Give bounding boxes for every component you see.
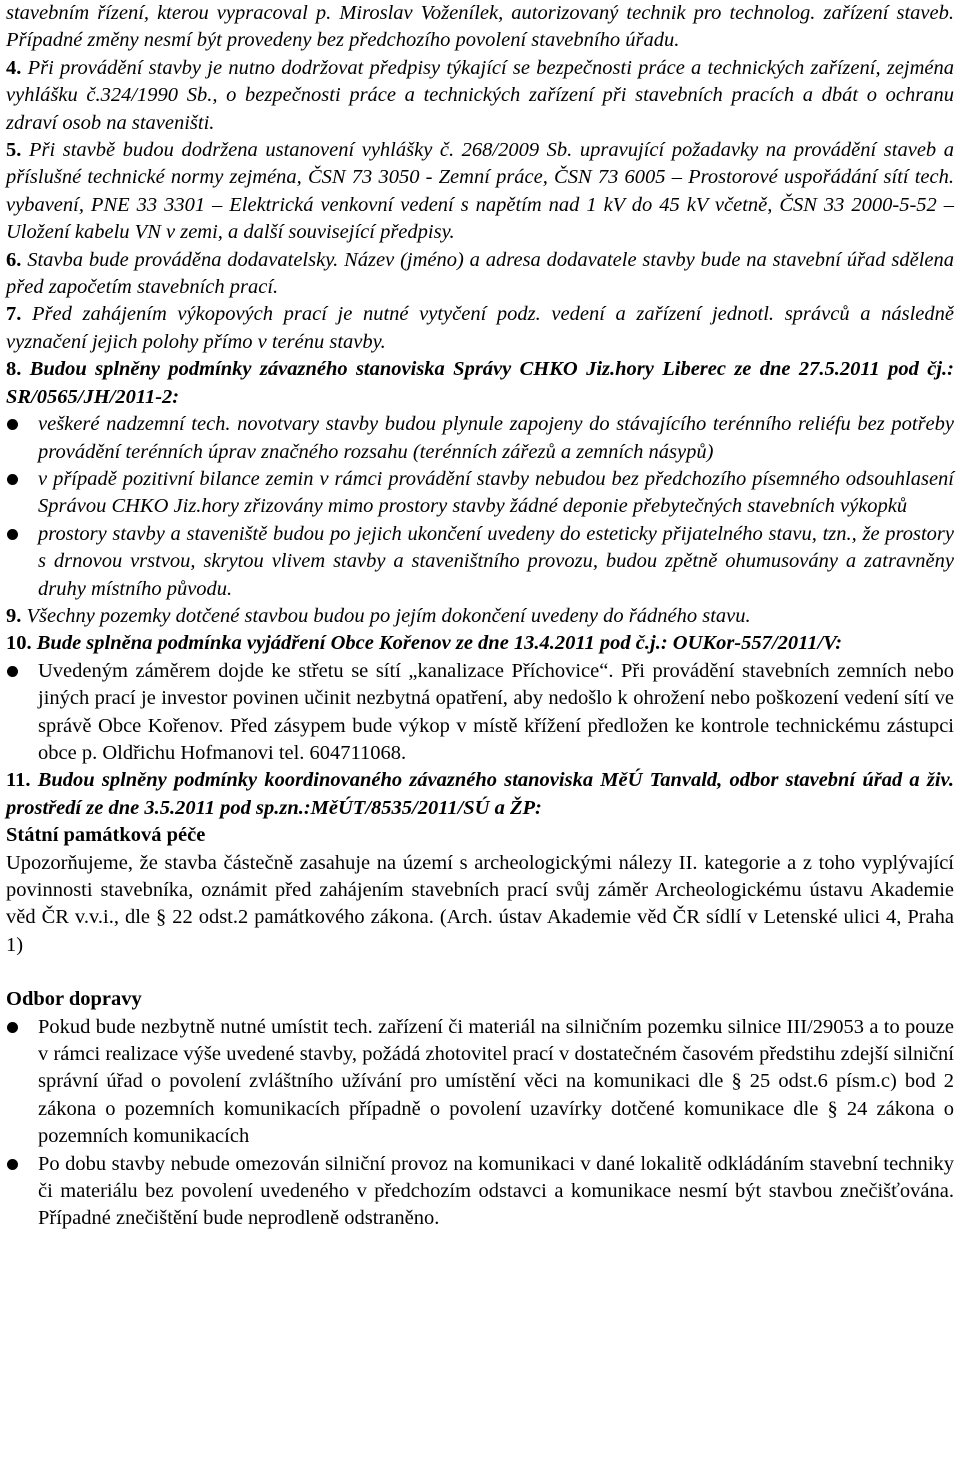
item-10-bullet-list xyxy=(6,658,954,768)
list-item: Po dobu stavby nebude omezován silniční provoz na komunikaci v dané lokalitě odkládáním stavební techniky či materiálu bez povolení uvedeného v předchozím odstavci a komunikace nesmí být stavbou znečišťována. Případné znečištění bude neprodleně odstraněno. xyxy=(6,1151,954,1233)
item-11-text: Budou splněny podmínky koordinovaného závazného stanoviska MěÚ Tanvald, odbor stavební úřad a živ. prostředí ze dne 3.5.2011 pod sp.zn.:MěÚT/8535/2011/SÚ a ŽP: xyxy=(6,769,954,819)
item-10 xyxy=(6,630,954,657)
item-8-bullet-list xyxy=(6,411,954,603)
item-5-number: 5. xyxy=(6,139,22,162)
item-8 xyxy=(6,356,954,411)
doprava-bullet-list xyxy=(6,1014,954,1233)
item-6 xyxy=(6,247,954,302)
item-6-number: 6. xyxy=(6,248,22,271)
item-6-text: Stavba bude prováděna dodavatelsky. Název (jméno) a adresa dodavatele stavby bude na stavební úřad sdělena před započetím stavebních prací. xyxy=(6,248,954,299)
item-5-text: Při stavbě budou dodržena ustanovení vyhlášky č. 268/2009 Sb. upravující požadavky na provádění staveb a příslušné technické normy zejména, ČSN 73 3050 - Zemní práce, ČSN 73 6005 – Prostorové uspořádání sítí tech. vybavení, PNE 33 3301 – Elektrická venkovní vedení s napětím nad 1 kV do 45 kV včetně, ČSN 33 2000-5-52 – Uložení kabelu VN v zemi, a další související předpisy. xyxy=(6,139,954,244)
item-11-number: 11. xyxy=(6,769,31,792)
list-item: v případě pozitivní bilance zemin v rámci provádění stavby nebudou bez předchozího písemného odsouhlasení Správou CHKO Jiz.hory zřizovány mimo prostory stavby žádné deponie přebytečných stavebních výkopků xyxy=(6,466,954,521)
item-4-text: Při provádění stavby je nutno dodržovat předpisy týkající se bezpečnosti práce a technických zařízení, zejména vyhlášku č.324/1990 Sb., o bezpečnosti práce a technických zařízení při stavebních pracích a dbát o ochranu zdraví osob na staveništi. xyxy=(6,56,954,134)
item-4 xyxy=(6,55,954,137)
list-item: prostory stavby a staveniště budou po jejich ukončení uvedeny do esteticky přijatelného stavu, tzn., že prostory s drnovou vrstvou, skrytou vlivem stavby a staveništního provozu, budou zpětně ohumusovány a zatravněny druhy místního původu. xyxy=(6,521,954,603)
list-item: Pokud bude nezbytně nutné umístit tech. zařízení či materiál na silničním pozemku silnice III/29053 a to pouze v rámci realizace výše uvedené stavby, požádá zhotovitel prací v dostatečném časovém předstihu zdejší silniční správní úřad o povolení zvláštního užívání pro umístění věci na komunikaci dle § 25 odst.6 písm.c) bod 2 zákona o pozemních komunikacích případně o povolení uzavírky dotčené komunikace dle § 24 zákona o pozemních komunikacích xyxy=(6,1014,954,1151)
section-heading-odbor-dopravy: Odbor dopravy xyxy=(6,988,142,1011)
list-item: veškeré nadzemní tech. novotvary stavby budou plynule zapojeny do stávajícího terénního reliéfu bez potřeby provádění terénních úprav značného rozsahu (terénních zářezů a zemních násypů) xyxy=(6,411,954,466)
item-8-text: Budou splněny podmínky závazného stanoviska Správy CHKO Jiz.hory Liberec ze dne 27.5.2011 pod čj.: SR/0565/JH/2011-2: xyxy=(6,358,954,408)
spacer xyxy=(6,959,954,986)
item-7 xyxy=(6,301,954,356)
list-item: Uvedeným záměrem dojde ke střetu se sítí „kanalizace Příchovice“. Při provádění stavebních zemních nebo jiných prací je investor povinen učinit nezbytná opatření, aby nedošlo k ohrožení nebo poškození vedení sítí ve správě Obce Kořenov. Před zásypem bude výkop v místě křížení předložen ke kontrole technickému zástupci obce p. Oldřichu Hofmanovi tel. 604711068. xyxy=(6,658,954,768)
item-10-number: 10. xyxy=(6,632,32,655)
item-8-number: 8. xyxy=(6,358,22,381)
section-heading-pamatkova-pece: Státní památková péče xyxy=(6,824,206,847)
item-10-text: Bude splněna podmínka vyjádření Obce Kořenov ze dne 13.4.2011 pod č.j.: OUKor-557/2011/V: xyxy=(31,632,843,655)
item-4-number: 4. xyxy=(6,56,22,79)
item-9-text: Všechny pozemky dotčené stavbou budou po jejím dokončení uvedeny do řádného stavu. xyxy=(21,604,751,627)
item-9-number: 9. xyxy=(6,604,22,627)
item-5 xyxy=(6,137,954,247)
item-7-text: Před zahájením výkopových prací je nutné vytyčení podz. vedení a zařízení jednotl. správců a následně vyznačení jejich polohy přímo v terénu stavby. xyxy=(6,303,954,353)
section-text-pamatkova-pece: Upozorňujeme, že stavba částečně zasahuje na území s archeologickými nálezy II. kategorie a z toho vyplývající povinnosti stavebníka, oznámit před zahájením stavebních prací svůj záměr Archeologickému ústavu Akademie věd ČR v.v.i., dle § 22 odst.2 památkového zákona. (Arch. ústav Akademie věd ČR sídlí v Letenské ulici 4, Praha 1) xyxy=(6,851,954,956)
item-7-number: 7. xyxy=(6,303,22,326)
item-9 xyxy=(6,603,954,630)
item-11 xyxy=(6,767,954,822)
intro-paragraph: stavebním řízení, kterou vypracoval p. Miroslav Voženílek, autorizovaný technik pro technolog. zařízení staveb. Případné změny nesmí být provedeny bez předchozího povolení stavebního úřadu. xyxy=(6,2,954,52)
